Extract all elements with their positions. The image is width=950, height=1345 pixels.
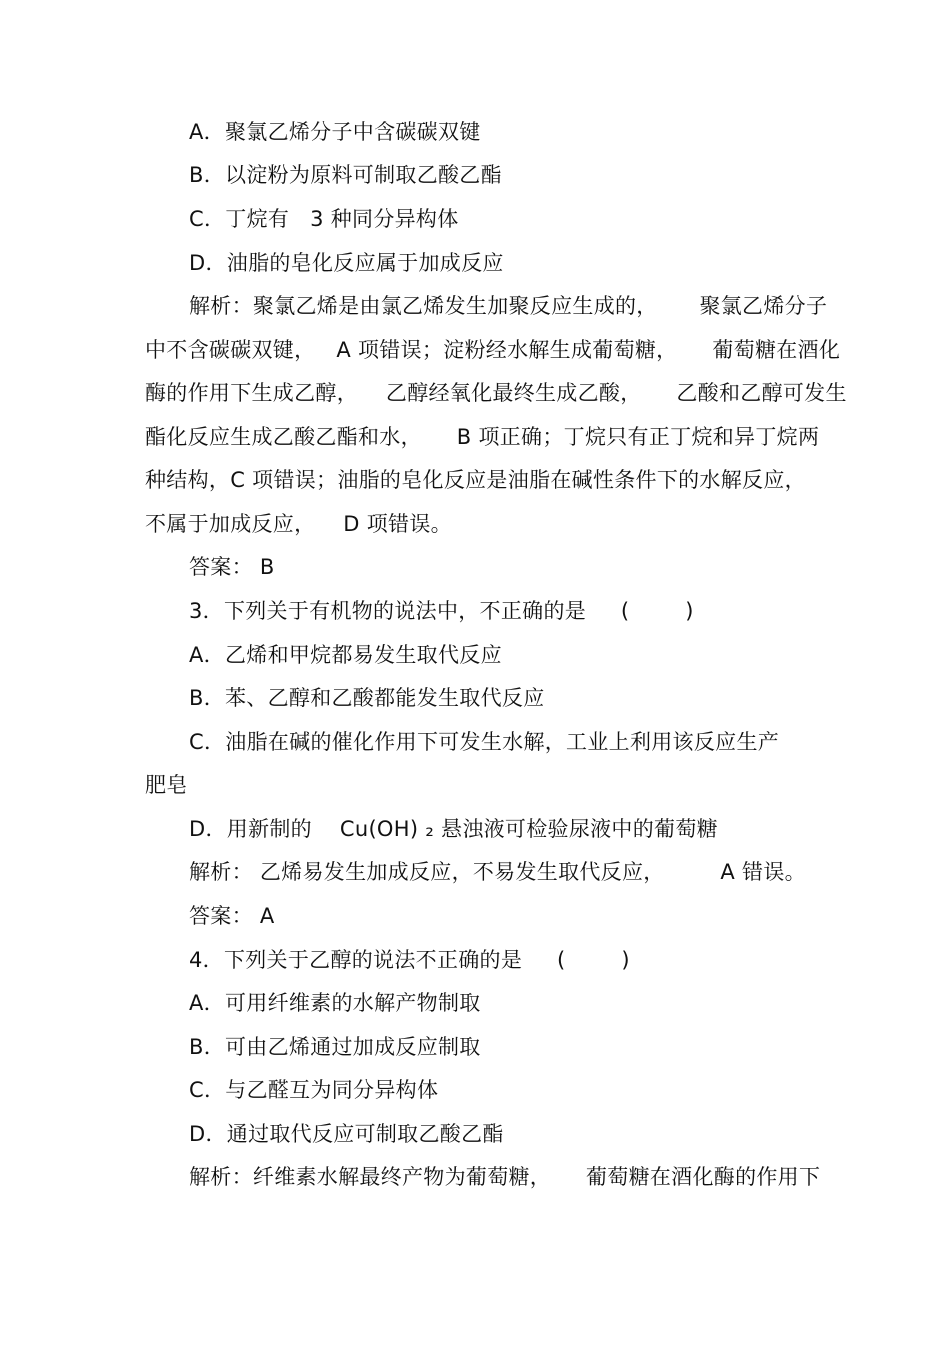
q2-option-a: A．聚氯乙烯分子中含碳碳双键: [189, 120, 481, 144]
q4-option-b: B．可由乙烯通过加成反应制取: [189, 1035, 481, 1059]
q2-analysis-line-4: 酯化反应生成乙酸乙酯和水， B 项正确；丁烷只有正丁烷和异丁烷两: [145, 425, 820, 449]
q2-option-d: D．油脂的皂化反应属于加成反应: [189, 251, 504, 275]
q4-stem: 4．下列关于乙醇的说法不正确的是 ( ): [189, 948, 630, 972]
q3-option-c: C．油脂在碱的催化作用下可发生水解，工业上利用该反应生产: [189, 730, 780, 754]
q2-analysis-line-1: 解析：聚氯乙烯是由氯乙烯发生加聚反应生成的， 聚氯乙烯分子: [189, 294, 828, 318]
q2-option-b: B．以淀粉为原料可制取乙酸乙酯: [189, 163, 502, 187]
q3-answer: 答案： A: [189, 904, 275, 928]
q2-answer: 答案： B: [189, 555, 275, 579]
q3-option-b: B．苯、乙醇和乙酸都能发生取代反应: [189, 686, 545, 710]
q4-analysis: 解析：纤维素水解最终产物为葡萄糖， 葡萄糖在酒化酶的作用下: [189, 1165, 821, 1189]
q3-option-a: A．乙烯和甲烷都易发生取代反应: [189, 643, 502, 667]
q3-stem: 3．下列关于有机物的说法中，不正确的是 ( ): [189, 599, 694, 623]
q2-analysis-line-6: 不属于加成反应， D 项错误。: [145, 512, 452, 536]
q4-option-a: A．可用纤维素的水解产物制取: [189, 991, 481, 1015]
q2-analysis-line-3: 酶的作用下生成乙醇， 乙醇经氧化最终生成乙酸， 乙酸和乙醇可发生: [145, 381, 847, 405]
q4-option-d: D．通过取代反应可制取乙酸乙酯: [189, 1122, 504, 1146]
q2-analysis-line-5: 种结构，C 项错误；油脂的皂化反应是油脂在碱性条件下的水解反应，: [145, 468, 806, 492]
q3-option-c-continued: 肥皂: [145, 773, 188, 797]
q2-analysis-line-2: 中不含碳碳双键， A 项错误；淀粉经水解生成葡萄糖， 葡萄糖在酒化: [145, 338, 841, 362]
q3-analysis: 解析： 乙烯易发生加成反应，不易发生取代反应， A 错误。: [189, 860, 806, 884]
q4-option-c: C．与乙醛互为同分异构体: [189, 1078, 439, 1102]
q3-option-d: D．用新制的 Cu(OH) ₂ 悬浊液可检验尿液中的葡萄糖: [189, 817, 718, 841]
q2-option-c: C．丁烷有 3 种同分异构体: [189, 207, 459, 231]
